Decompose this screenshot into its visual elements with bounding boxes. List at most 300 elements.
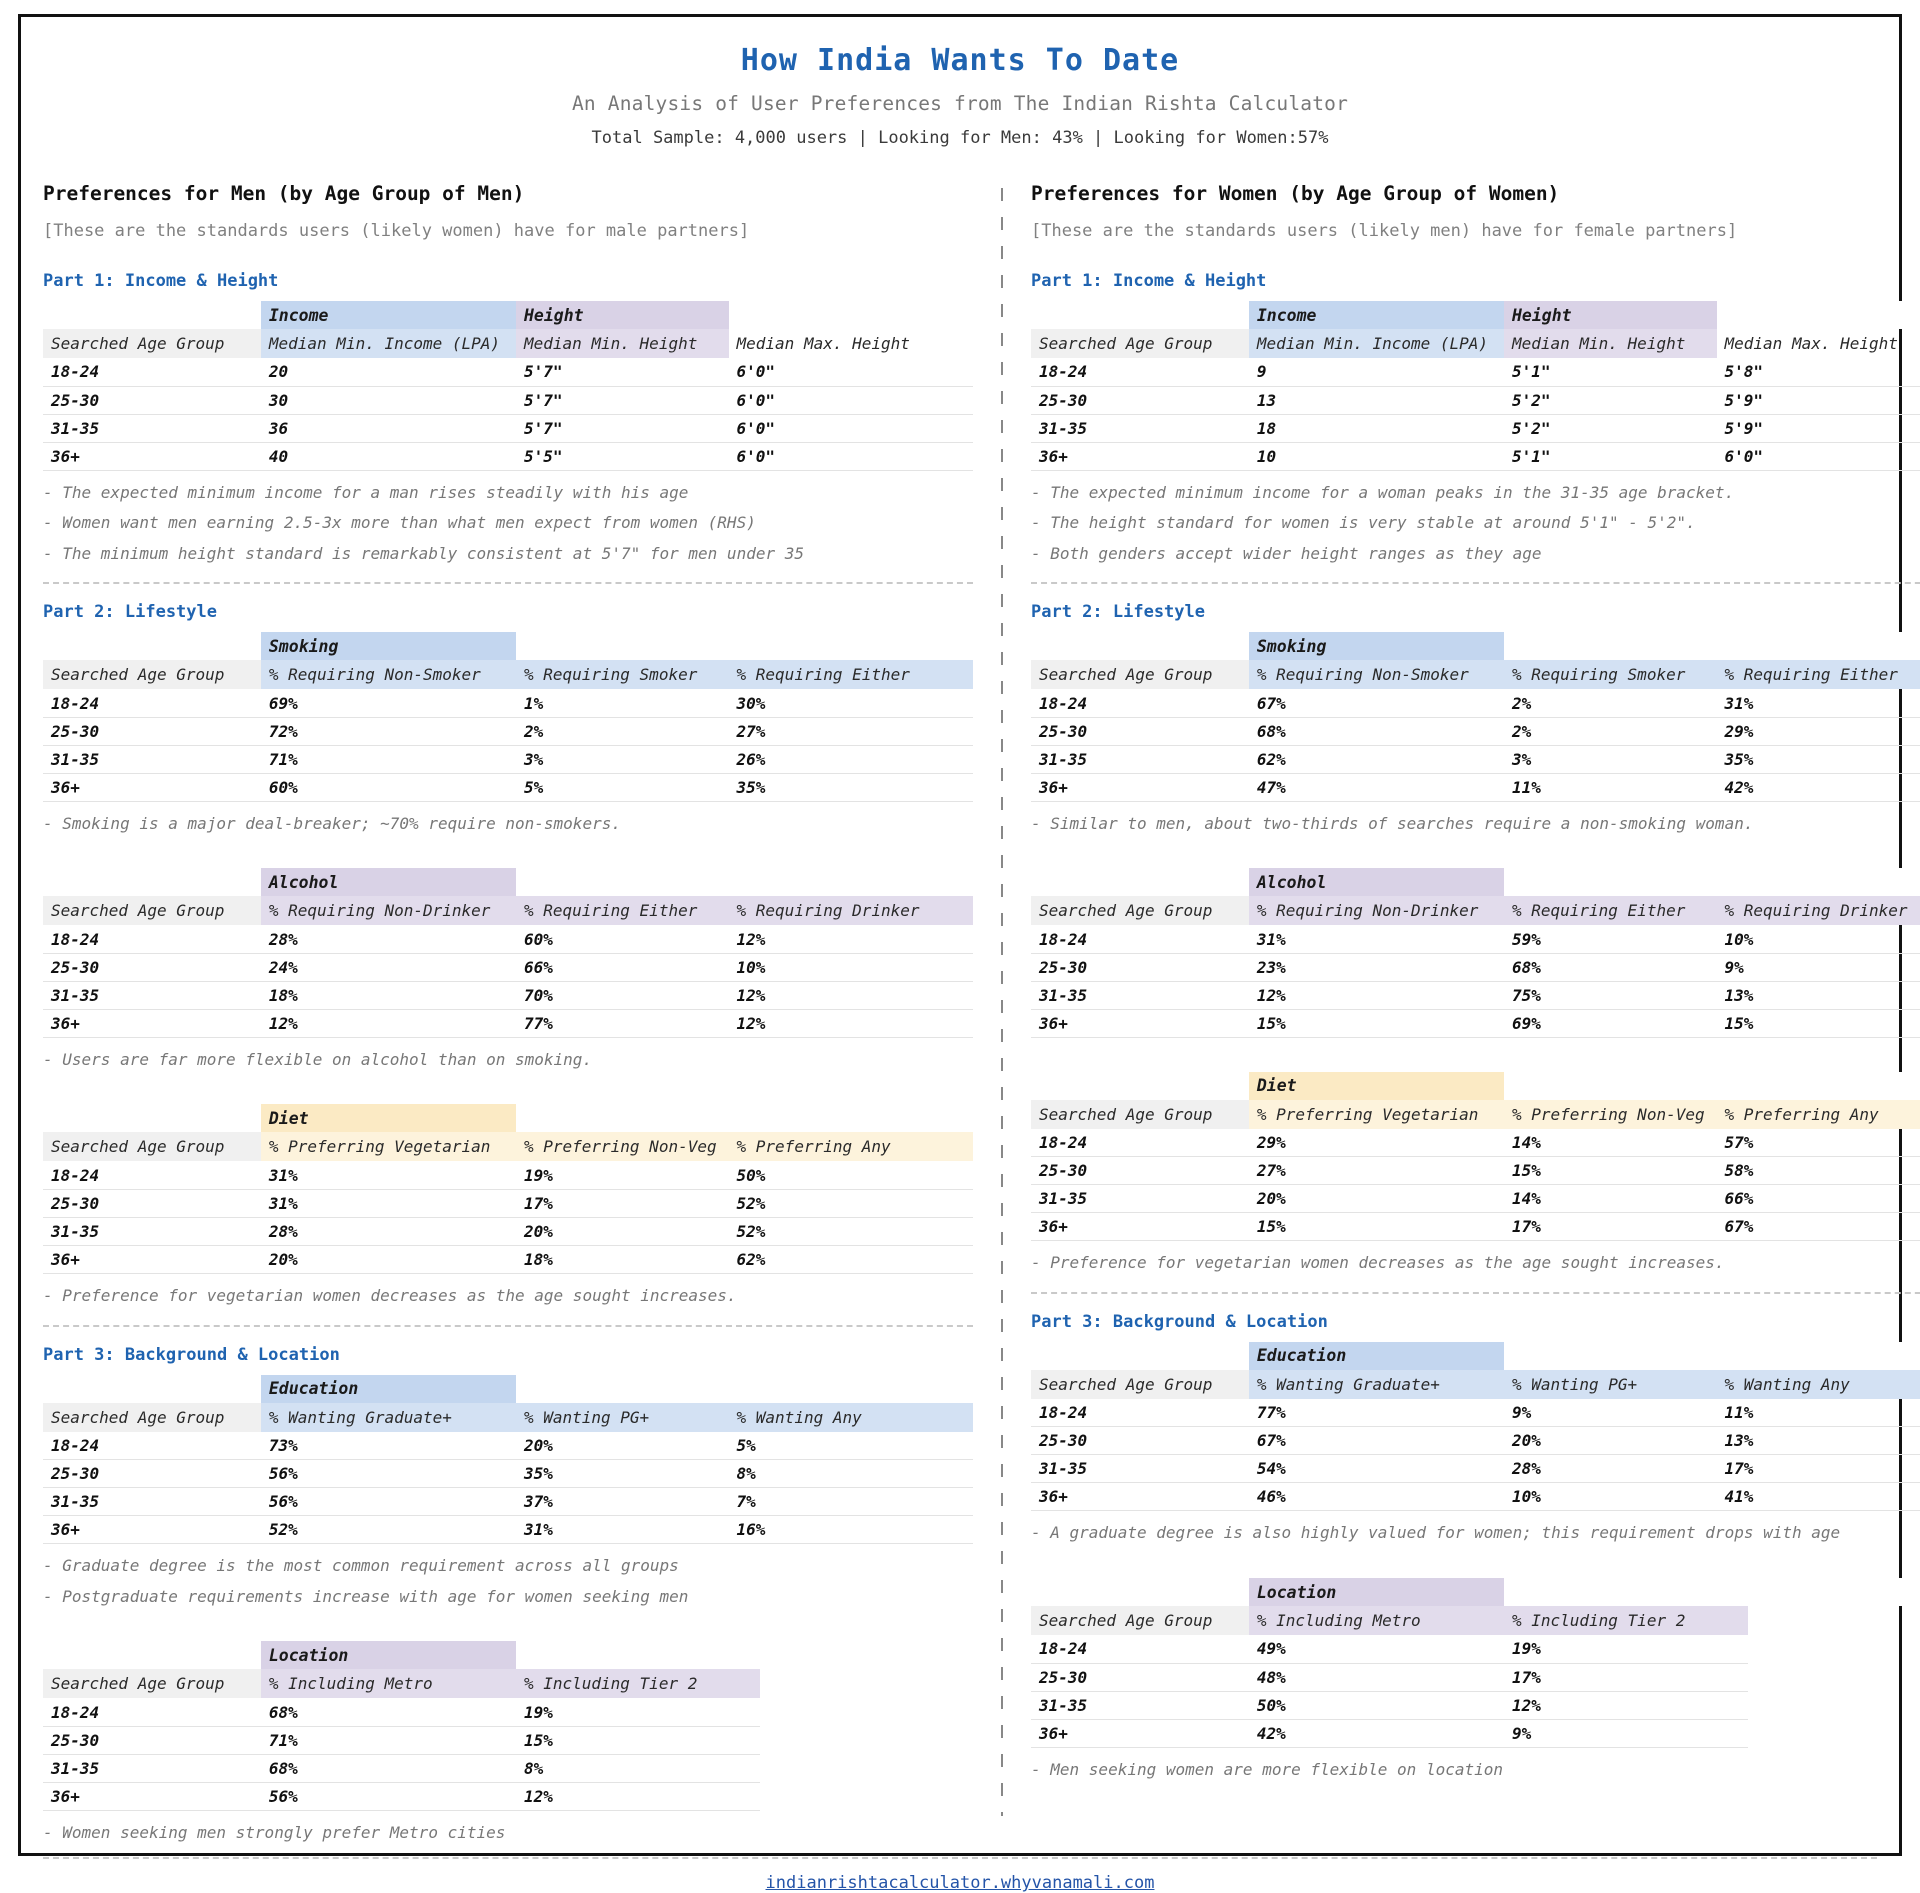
col-header: % Requiring Drinker [1717, 896, 1920, 925]
group-spacer [1031, 868, 1249, 896]
table-row [1031, 1483, 1920, 1511]
col-header: % Requiring Either [1504, 896, 1717, 925]
table-cell: 20 [261, 358, 516, 386]
table-row [1031, 1129, 1920, 1157]
col-header: % Requiring Smoker [1504, 660, 1717, 689]
row-age-label: 25-30 [43, 386, 261, 414]
insight-note: - Preference for vegetarian women decreases as the age sought increases. [43, 1285, 737, 1305]
table-cell: 50% [1249, 1691, 1504, 1719]
group-empty [729, 1104, 973, 1132]
group-spacer [43, 1641, 261, 1669]
table-cell: 54% [1249, 1455, 1504, 1483]
row-age-label: 25-30 [43, 1460, 261, 1488]
part3-title: Part 3: Background & Location [1031, 1311, 1328, 1332]
table-cell: 68% [1249, 717, 1504, 745]
table-cell: 18% [261, 981, 516, 1009]
table-cell: 5'7" [516, 414, 729, 442]
table-cell: 18 [1249, 414, 1504, 442]
table-cell: 12% [516, 1782, 760, 1810]
table-cell: 71% [261, 745, 516, 773]
insight-note: - A graduate degree is also highly valued for women; this requirement drops with age [1031, 1523, 1841, 1543]
table-cell: 20% [1249, 1185, 1504, 1213]
table-cell: 9% [1717, 953, 1920, 981]
col-header: % Requiring Non-Smoker [261, 660, 516, 689]
row-age-label: 31-35 [1031, 414, 1249, 442]
table-cell: 27% [1249, 1157, 1504, 1185]
group-empty [1504, 632, 1717, 660]
group-empty [516, 1375, 729, 1403]
part2-title: Part 2: Lifestyle [43, 602, 217, 623]
table-cell: 28% [261, 925, 516, 953]
spacer [1031, 834, 1920, 868]
row-age-label: 25-30 [1031, 953, 1249, 981]
row-age-label: 31-35 [1031, 745, 1249, 773]
table-header-row [1031, 1370, 1920, 1399]
col-header: Median Max. Height [1724, 334, 1898, 353]
table-row [43, 1009, 973, 1037]
group-spacer [43, 301, 261, 329]
group-empty [1717, 1342, 1920, 1370]
table-cell: 29% [1717, 717, 1920, 745]
table-cell: 29% [1249, 1129, 1504, 1157]
row-age-label: 31-35 [43, 981, 261, 1009]
group-header-education: Education [261, 1375, 516, 1403]
col-header: % Preferring Non-Veg [1504, 1100, 1717, 1129]
row-age-label: 18-24 [1031, 1635, 1249, 1663]
table-cell: 31% [1717, 689, 1920, 717]
table-cell: 28% [261, 1217, 516, 1245]
table-cell: 56% [261, 1782, 516, 1810]
row-age-label: 36+ [43, 773, 261, 801]
table-header-row [1031, 896, 1920, 925]
table-row [43, 717, 973, 745]
group-header-smoking: Smoking [1249, 632, 1504, 660]
row-age-label: 31-35 [43, 745, 261, 773]
insight-note: - Users are far more flexible on alcohol than on smoking. [43, 1049, 593, 1069]
col-header-age: Searched Age Group [1031, 660, 1249, 689]
part1-title: Part 1: Income & Height [43, 271, 279, 291]
table-cell: 13% [1717, 1427, 1920, 1455]
table-row [43, 773, 973, 801]
table-cell: 15% [1249, 1213, 1504, 1241]
table-cell: 66% [1717, 1185, 1920, 1213]
table-row [1031, 386, 1920, 414]
table-cell: 50% [729, 1161, 973, 1189]
table-cell: 15% [1504, 1157, 1717, 1185]
table-row [1031, 1213, 1920, 1241]
table-row [43, 981, 973, 1009]
table-cell: 17% [516, 1189, 729, 1217]
table-cell: 60% [261, 773, 516, 801]
table-cell: 17% [1504, 1663, 1748, 1691]
column-subtitle: [These are the standards users (likely women) have for male partners] [43, 221, 750, 241]
col-header: % Wanting Graduate+ [261, 1403, 516, 1432]
row-age-label: 36+ [43, 1782, 261, 1810]
table-cell: 6'0" [729, 358, 973, 386]
table-row [43, 358, 973, 386]
table-cell: 7% [729, 1488, 973, 1516]
table-cell: 3% [516, 745, 729, 773]
table-cell: 52% [729, 1217, 973, 1245]
group-empty [1504, 1342, 1717, 1370]
col-header: % Wanting PG+ [1504, 1370, 1717, 1399]
col-header: Median Min. Height [516, 329, 729, 358]
group-empty [729, 1375, 973, 1403]
col-header: % Preferring Non-Veg [516, 1132, 729, 1161]
table-cell: 20% [516, 1432, 729, 1460]
table-cell: 73% [261, 1432, 516, 1460]
col-header: % Wanting Graduate+ [1249, 1370, 1504, 1399]
table-cell: 41% [1717, 1483, 1920, 1511]
section-separator [1031, 1292, 1920, 1294]
table-cell: 19% [516, 1161, 729, 1189]
group-header-income: Income [1249, 301, 1504, 329]
row-age-label: 36+ [43, 1516, 261, 1544]
col-header-age: Searched Age Group [1031, 1370, 1249, 1399]
page-subtitle: An Analysis of User Preferences from The Indian Rishta Calculator [571, 92, 1349, 115]
insight-note: - Preference for vegetarian women decreases as the age sought increases. [1031, 1253, 1725, 1273]
table-cell: 17% [1504, 1213, 1717, 1241]
table-row [43, 1217, 973, 1245]
table-group-row [1031, 301, 1920, 329]
table-row [43, 1698, 973, 1726]
row-age-label: 25-30 [1031, 386, 1249, 414]
table-cell: 30% [729, 689, 973, 717]
table-cell: 24% [261, 953, 516, 981]
table-cell: 6'0" [729, 386, 973, 414]
col-header-age: Searched Age Group [1031, 1100, 1249, 1129]
table-row [1031, 414, 1920, 442]
table-cell: 15% [1249, 1009, 1504, 1037]
table-location [43, 1641, 973, 1811]
table-cell: 75% [1504, 981, 1717, 1009]
table-row [1031, 1157, 1920, 1185]
table-row [1031, 953, 1920, 981]
table-cell: 36 [261, 414, 516, 442]
table-row [1031, 1185, 1920, 1213]
table-cell: 67% [1717, 1213, 1920, 1241]
table-row [43, 1754, 973, 1782]
row-age-label: 25-30 [1031, 1157, 1249, 1185]
col-header: % Preferring Any [729, 1132, 973, 1161]
table-cell: 5% [729, 1432, 973, 1460]
table-cell: 28% [1504, 1455, 1717, 1483]
table-row [1031, 358, 1920, 386]
column-title: Preferences for Men (by Age Group of Men) [43, 182, 525, 205]
table-cell: 9 [1249, 358, 1504, 386]
table-cell: 69% [1504, 1009, 1717, 1037]
table-cell: 35% [516, 1460, 729, 1488]
group-header-income: Income [261, 301, 516, 329]
group-empty [1717, 301, 1920, 329]
table-row [43, 689, 973, 717]
table-cell: 8% [729, 1460, 973, 1488]
group-header-height: Height [1504, 301, 1717, 329]
table-smoking [1031, 632, 1920, 802]
table-group-row [1031, 632, 1920, 660]
table-row [1031, 1399, 1920, 1427]
table-row [1031, 925, 1920, 953]
table-cell: 23% [1249, 953, 1504, 981]
table-cell: 52% [261, 1516, 516, 1544]
col-header-age: Searched Age Group [43, 1669, 261, 1698]
insight-note: - Similar to men, about two-thirds of searches require a non-smoking woman. [1031, 813, 1754, 833]
part1-title: Part 1: Income & Height [1031, 271, 1267, 291]
row-age-label: 18-24 [1031, 1129, 1249, 1157]
table-row [1031, 1635, 1920, 1663]
spacer [43, 1070, 973, 1104]
table-cell: 58% [1717, 1157, 1920, 1185]
table-cell: 56% [261, 1460, 516, 1488]
col-header: % Preferring Vegetarian [261, 1132, 516, 1161]
table-cell: 27% [729, 717, 973, 745]
table-cell: 59% [1504, 925, 1717, 953]
poster-header [43, 43, 1877, 148]
section-separator [43, 1325, 973, 1327]
table-cell: 13% [1717, 981, 1920, 1009]
col-header: % Requiring Non-Drinker [261, 896, 516, 925]
group-spacer [43, 868, 261, 896]
table-cell: 9% [1504, 1399, 1717, 1427]
table-cell: 14% [1504, 1129, 1717, 1157]
table-row [43, 414, 973, 442]
col-header-age: Searched Age Group [43, 896, 261, 925]
spacer [43, 834, 973, 868]
insight-note: - Postgraduate requirements increase with age for women seeking men [43, 1586, 689, 1606]
insight-note: - Women want men earning 2.5-3x more than what men expect from women (RHS) [43, 513, 756, 533]
group-header-smoking: Smoking [261, 632, 516, 660]
table-income [1031, 301, 1920, 471]
table-cell: 57% [1717, 1129, 1920, 1157]
row-age-label: 36+ [43, 1245, 261, 1273]
table-row [43, 1432, 973, 1460]
page-title: How India Wants To Date [740, 43, 1180, 78]
row-age-label: 18-24 [43, 925, 261, 953]
table-row [1031, 442, 1920, 470]
columns-container [43, 182, 1908, 1843]
group-empty [516, 868, 729, 896]
table-diet [43, 1104, 973, 1274]
row-age-label: 25-30 [43, 1726, 261, 1754]
table-cell: 5'2" [1504, 386, 1717, 414]
table-row [1031, 745, 1920, 773]
poster-frame [18, 14, 1908, 1893]
column-title: Preferences for Women (by Age Group of Women) [1031, 182, 1560, 205]
group-header-location: Location [1249, 1578, 1504, 1606]
site-link[interactable]: indianrishtacalculator.whyvanamali.com [765, 1873, 1155, 1893]
table-group-row [1031, 1072, 1920, 1100]
row-age-label: 25-30 [43, 717, 261, 745]
table-row [43, 953, 973, 981]
col-header: % Requiring Either [729, 660, 973, 689]
col-header: Median Max. Height [736, 334, 910, 353]
group-header-alcohol: Alcohol [261, 868, 516, 896]
spacer [1031, 1038, 1920, 1072]
table-cell: 5'1" [1504, 358, 1717, 386]
table-cell: 68% [261, 1698, 516, 1726]
group-empty [1748, 1578, 1920, 1606]
col-header: Median Min. Income (LPA) [261, 329, 516, 358]
row-age-label: 31-35 [43, 1217, 261, 1245]
col-header: % Requiring Drinker [729, 896, 973, 925]
table-row [1031, 981, 1920, 1009]
table-cell: 60% [516, 925, 729, 953]
col-header: % Requiring Non-Drinker [1249, 896, 1504, 925]
row-age-label: 18-24 [1031, 689, 1249, 717]
table-cell: 77% [516, 1009, 729, 1037]
table-header-row [1031, 1606, 1920, 1635]
row-age-label: 31-35 [1031, 1455, 1249, 1483]
row-age-label: 18-24 [43, 1161, 261, 1189]
sample-summary: Total Sample: 4,000 users | Looking for Men: 43% | Looking for Women:57% [591, 128, 1329, 148]
group-header-alcohol: Alcohol [1249, 868, 1504, 896]
table-cell: 12% [729, 925, 973, 953]
table-alcohol [1031, 868, 1920, 1038]
row-age-label: 31-35 [1031, 981, 1249, 1009]
poster-footer [43, 1857, 1877, 1893]
row-age-label: 18-24 [1031, 358, 1249, 386]
section-separator [1031, 582, 1920, 584]
column-subtitle: [These are the standards users (likely men) have for female partners] [1031, 221, 1738, 241]
table-cell: 2% [1504, 717, 1717, 745]
group-empty [729, 301, 973, 329]
insight-note: - Both genders accept wider height ranges as they age [1031, 543, 1542, 563]
table-group-row [43, 1375, 973, 1403]
row-age-label: 18-24 [43, 689, 261, 717]
insight-note: - The height standard for women is very stable at around 5'1" - 5'2". [1031, 513, 1696, 533]
col-header-age: Searched Age Group [43, 1403, 261, 1432]
part3-title: Part 3: Background & Location [43, 1344, 340, 1365]
table-cell: 31% [1249, 925, 1504, 953]
row-age-label: 36+ [1031, 1009, 1249, 1037]
table-row [43, 1516, 973, 1544]
table-cell: 1% [516, 689, 729, 717]
table-cell: 19% [1504, 1635, 1748, 1663]
group-header-diet: Diet [261, 1104, 516, 1132]
table-row [43, 386, 973, 414]
table-cell: 72% [261, 717, 516, 745]
row-age-label: 31-35 [1031, 1691, 1249, 1719]
table-cell: 19% [516, 1698, 760, 1726]
column-divider [973, 182, 1031, 1843]
group-empty [516, 632, 729, 660]
row-age-label: 31-35 [1031, 1185, 1249, 1213]
col-header-age: Searched Age Group [1031, 329, 1249, 358]
table-cell: 10% [1504, 1483, 1717, 1511]
table-cell: 12% [1504, 1691, 1748, 1719]
table-row [43, 1161, 973, 1189]
col-header: % Preferring Vegetarian [1249, 1100, 1504, 1129]
col-header-age: Searched Age Group [43, 329, 261, 358]
col-header-age: Searched Age Group [1031, 896, 1249, 925]
table-cell: 31% [261, 1189, 516, 1217]
col-header: % Including Metro [1249, 1606, 1504, 1635]
table-group-row [1031, 1578, 1920, 1606]
row-age-label: 18-24 [1031, 1399, 1249, 1427]
table-row [1031, 773, 1920, 801]
table-cell: 10% [1717, 925, 1920, 953]
table-cell: 8% [516, 1754, 760, 1782]
col-header: Median Min. Height [1504, 329, 1717, 358]
table-cell: 5'9" [1717, 414, 1920, 442]
table-cell: 5% [516, 773, 729, 801]
table-cell: 12% [261, 1009, 516, 1037]
table-cell: 67% [1249, 1427, 1504, 1455]
table-cell: 2% [1504, 689, 1717, 717]
table-cell: 11% [1717, 1399, 1920, 1427]
group-header-height: Height [516, 301, 729, 329]
row-age-label: 36+ [1031, 1719, 1249, 1747]
table-cell: 6'0" [729, 442, 973, 470]
group-header-education: Education [1249, 1342, 1504, 1370]
table-cell: 77% [1249, 1399, 1504, 1427]
table-group-row [43, 1641, 973, 1669]
table-row [43, 1189, 973, 1217]
group-empty [729, 868, 973, 896]
col-header: % Including Metro [261, 1669, 516, 1698]
row-age-label: 25-30 [1031, 1663, 1249, 1691]
row-age-label: 18-24 [1031, 925, 1249, 953]
group-header-location: Location [261, 1641, 516, 1669]
table-group-row [43, 868, 973, 896]
table-cell: 35% [1717, 745, 1920, 773]
table-row [43, 745, 973, 773]
table-row [43, 1782, 973, 1810]
table-diet [1031, 1072, 1920, 1242]
group-spacer [43, 1104, 261, 1132]
table-row [1031, 1719, 1920, 1747]
table-cell: 42% [1717, 773, 1920, 801]
group-spacer [1031, 301, 1249, 329]
col-header-age: Searched Age Group [43, 660, 261, 689]
table-cell: 69% [261, 689, 516, 717]
table-cell: 5'1" [1504, 442, 1717, 470]
col-header: % Wanting Any [729, 1403, 973, 1432]
table-header-row [43, 1403, 973, 1432]
part2-title: Part 2: Lifestyle [1031, 602, 1205, 623]
table-row [1031, 1455, 1920, 1483]
group-spacer [1031, 632, 1249, 660]
table-cell: 5'5" [516, 442, 729, 470]
table-cell: 12% [729, 981, 973, 1009]
group-empty [1504, 1072, 1717, 1100]
col-header: % Preferring Any [1717, 1100, 1920, 1129]
table-cell: 37% [516, 1488, 729, 1516]
table-cell: 48% [1249, 1663, 1504, 1691]
table-cell: 5'7" [516, 386, 729, 414]
insight-note: - Graduate degree is the most common requirement across all groups [43, 1556, 679, 1576]
group-spacer [43, 1375, 261, 1403]
col-header: Median Min. Income (LPA) [1249, 329, 1504, 358]
table-alcohol [43, 868, 973, 1038]
insight-note: - Smoking is a major deal-breaker; ~70% require non-smokers. [43, 813, 621, 833]
table-cell: 5'9" [1717, 386, 1920, 414]
table-education [1031, 1342, 1920, 1512]
table-cell: 10 [1249, 442, 1504, 470]
table-cell: 14% [1504, 1185, 1717, 1213]
table-education [43, 1375, 973, 1545]
table-row [43, 925, 973, 953]
table-header-row [43, 896, 973, 925]
table-cell: 42% [1249, 1719, 1504, 1747]
insight-note: - The minimum height standard is remarkably consistent at 5'7" for men under 35 [43, 543, 804, 563]
table-group-row [43, 301, 973, 329]
table-group-row [1031, 1342, 1920, 1370]
table-group-row [43, 1104, 973, 1132]
table-cell: 52% [729, 1189, 973, 1217]
col-header: % Requiring Either [516, 896, 729, 925]
table-cell: 17% [1717, 1455, 1920, 1483]
